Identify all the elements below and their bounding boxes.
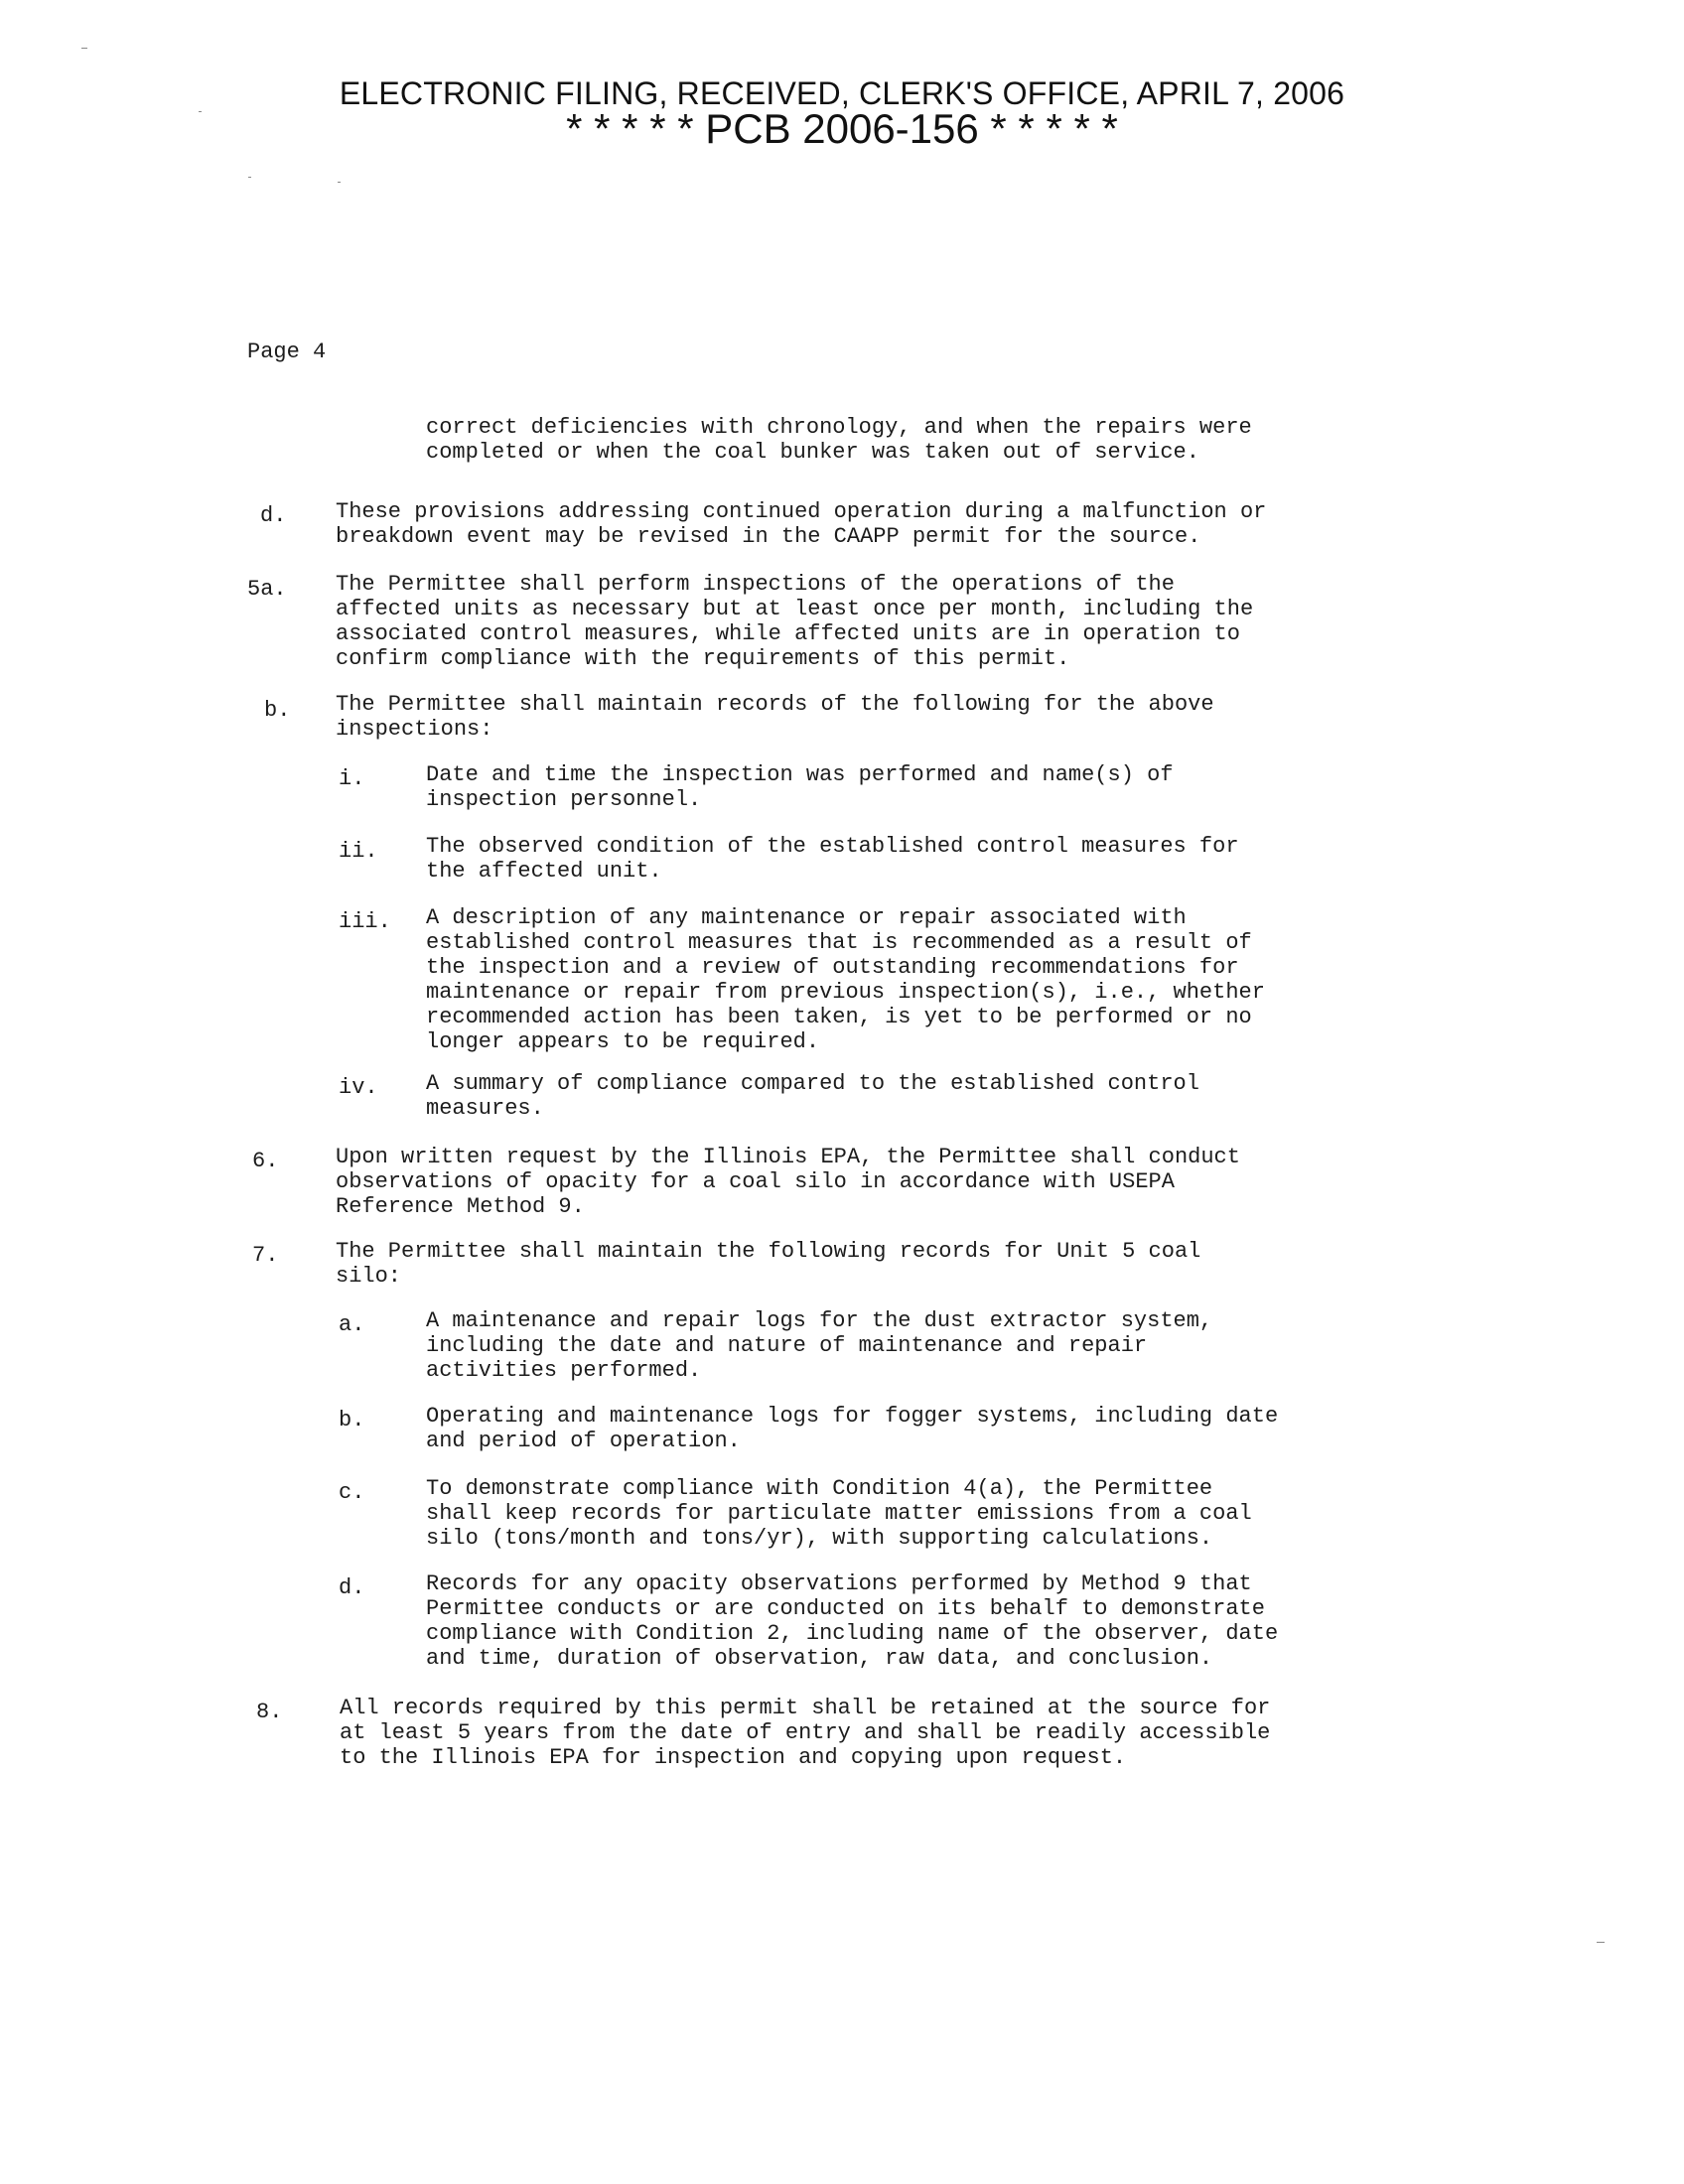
item-b-i-text: Date and time the inspection was performed and name(s) of inspection personnel.: [426, 762, 1174, 812]
item-7-d-label: d.: [339, 1575, 365, 1600]
item-b-ii-text: The observed condition of the established control measures for the affected unit.: [426, 834, 1239, 884]
item-5a-label: 5a.: [247, 577, 287, 602]
continued-paragraph: correct deficiencies with chronology, and when the repairs were completed or when the coal bunker was taken out of service.: [426, 415, 1252, 465]
filing-stamp-line: ELECTRONIC FILING, RECEIVED, CLERK'S OFFICE, APRIL 7, 2006: [339, 75, 1345, 111]
item-6-text: Upon written request by the Illinois EPA, the Permittee shall conduct observations of opacity for a coal silo in accordance with USEPA Reference Method 9.: [336, 1145, 1240, 1219]
item-7-text: The Permittee shall maintain the following records for Unit 5 coal silo:: [336, 1239, 1201, 1289]
scan-speck: [1597, 1942, 1605, 1943]
scan-speck: [81, 48, 87, 49]
scan-speck: [199, 111, 202, 112]
item-d-text: These provisions addressing continued operation during a malfunction or breakdown event may be revised in the CAAPP permit for the source.: [336, 499, 1267, 549]
item-7-b-label: b.: [339, 1408, 365, 1433]
item-7-c-text: To demonstrate compliance with Condition 4(a), the Permittee shall keep records for particulate matter emissions from a coal silo (tons/month and tons/yr), with supporting calculations.: [426, 1476, 1252, 1551]
item-7-label: 7.: [252, 1243, 279, 1268]
item-5a-text: The Permittee shall perform inspections of the operations of the affected units as necessary but at least once per month, including the associated control measures, while affected units are in operation to confirm compliance with the requirements of this permit.: [336, 572, 1254, 671]
item-8-label: 8.: [256, 1700, 283, 1724]
item-7-a-text: A maintenance and repair logs for the dust extractor system, including the date and nature of maintenance and repair activities performed.: [426, 1308, 1213, 1383]
item-d-label: d.: [260, 503, 287, 528]
item-b-text: The Permittee shall maintain records of the following for the above inspections:: [336, 692, 1214, 742]
item-8-text: All records required by this permit shall be retained at the source for at least 5 years from the date of entry and shall be readily accessible to the Illinois EPA for inspection and copying upon request.: [340, 1696, 1271, 1770]
item-b-iv-text: A summary of compliance compared to the established control measures.: [426, 1071, 1199, 1121]
scan-speck: [338, 182, 341, 183]
item-b-iv-label: iv.: [339, 1075, 378, 1100]
item-7-d-text: Records for any opacity observations performed by Method 9 that Permittee conducts or are conducted on its behalf to demonstrate compliance with Condition 2, including name of the observer, date and time, duration of observation, raw data, and conclusion.: [426, 1571, 1279, 1671]
item-b-label: b.: [264, 698, 291, 723]
page-number: Page 4: [247, 340, 327, 364]
item-7-c-label: c.: [339, 1480, 365, 1505]
item-7-b-text: Operating and maintenance logs for fogger systems, including date and period of operation.: [426, 1404, 1279, 1453]
item-b-iii-label: iii.: [339, 909, 391, 934]
item-7-a-label: a.: [339, 1312, 365, 1337]
item-b-ii-label: ii.: [339, 839, 378, 864]
scan-speck: [248, 177, 251, 178]
docket-number: * * * * * PCB 2006-156 * * * * *: [566, 105, 1118, 152]
item-b-i-label: i.: [339, 766, 365, 791]
item-b-iii-text: A description of any maintenance or repair associated with established control measures that is recommended as a result of the inspection and a review of outstanding recommendations for maintenance or repair from previous inspection(s), i.e., whether recommended action has been taken, is yet to be performed or no longer appears to be required.: [426, 905, 1265, 1054]
item-6-label: 6.: [252, 1149, 279, 1173]
